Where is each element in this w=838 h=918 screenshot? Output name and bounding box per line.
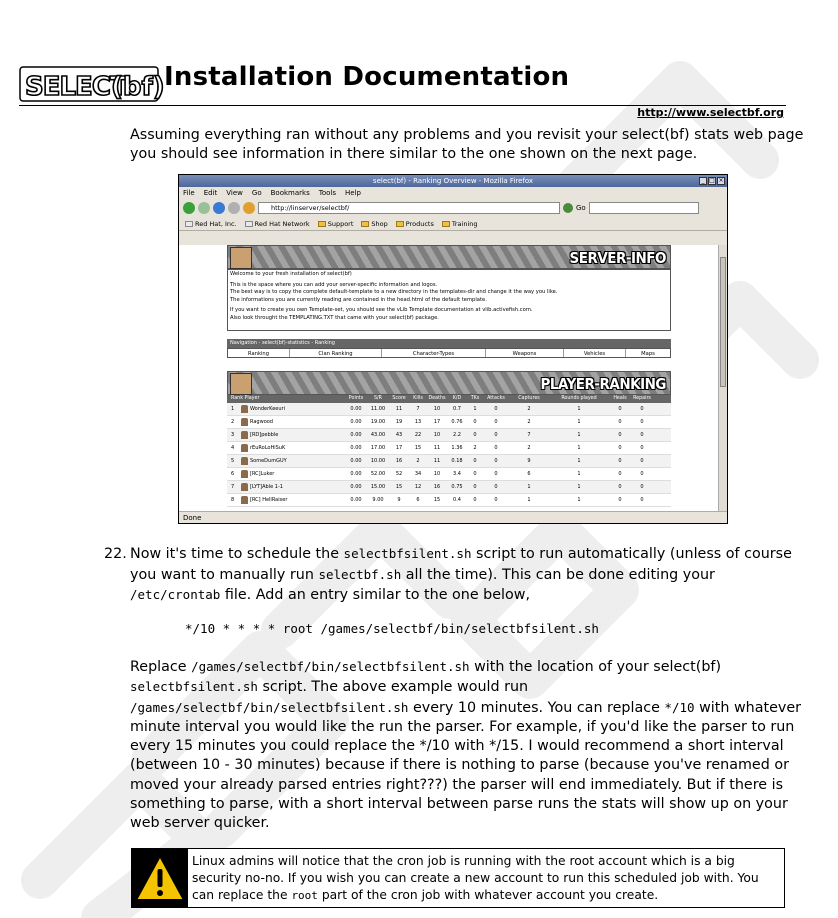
bookmarks-toolbar <box>179 217 727 231</box>
stat-cell: 2 <box>527 445 531 451</box>
player-avatar-icon <box>241 418 248 426</box>
stat-cell: 0 <box>494 458 498 464</box>
stat-cell: 0 <box>494 445 498 451</box>
ranking-column-header[interactable]: Deaths <box>428 396 446 401</box>
ranking-column-header[interactable]: Rank Player <box>231 396 260 401</box>
server-info-panel <box>227 245 671 331</box>
stat-cell: 17.00 <box>370 445 386 451</box>
bookmark-item[interactable]: Red Hat Network <box>245 220 310 228</box>
stat-cell: 0 <box>640 406 644 412</box>
player-name-link[interactable]: SomeDumGUY <box>250 458 287 464</box>
stat-cell: 19.00 <box>370 419 386 425</box>
player-avatar-icon <box>241 405 248 413</box>
stat-cell: 0 <box>494 471 498 477</box>
player-name-link[interactable]: [RC]Luker <box>250 471 275 477</box>
stat-cell: 0 <box>618 419 622 425</box>
ranking-column-header[interactable]: TKs <box>470 396 480 401</box>
nav-maps[interactable]: Maps <box>641 351 655 357</box>
table-row <box>227 494 671 507</box>
page-title: Installation Documentation <box>164 62 570 92</box>
nav-ranking[interactable]: Ranking <box>228 349 290 357</box>
stat-cell: 6 <box>527 471 531 477</box>
bookmark-item[interactable]: Shop <box>361 220 387 228</box>
back-icon[interactable] <box>183 202 195 214</box>
stat-cell: 11 <box>433 458 441 464</box>
stat-cell: 0 <box>494 497 498 503</box>
forward-icon[interactable] <box>198 202 210 214</box>
stat-cell: 0 <box>640 484 644 490</box>
stat-cell: 15 <box>414 445 422 451</box>
ranking-column-header[interactable]: Attacks <box>487 396 505 401</box>
stat-cell: 0.00 <box>350 471 362 477</box>
stat-cell: 6 <box>416 497 420 503</box>
page-icon <box>185 221 193 227</box>
navigation-title: Navigation - select(bf)-statistics - Ranking <box>227 339 671 348</box>
warning-note <box>131 848 785 908</box>
document-header <box>19 60 789 108</box>
nav-weapons[interactable]: Weapons <box>486 349 564 357</box>
player-name-link[interactable]: WonderKeeuri <box>250 406 285 412</box>
player-cell <box>227 481 345 493</box>
player-cell <box>227 442 345 454</box>
svg-text:(bf): (bf) <box>111 72 165 102</box>
stat-cell: 0.00 <box>350 484 362 490</box>
stat-cell: 10 <box>433 432 441 438</box>
stat-cell: 0 <box>618 432 622 438</box>
stop-icon[interactable] <box>228 202 240 214</box>
menu-tools[interactable]: Tools <box>318 189 336 197</box>
player-rank: 3 <box>231 432 235 438</box>
player-avatar-icon <box>241 431 248 439</box>
stat-cell: 11.00 <box>370 406 386 412</box>
player-cell <box>227 494 345 506</box>
stat-cell: 10.00 <box>370 458 386 464</box>
ranking-table-body <box>227 403 671 507</box>
stat-cell: 0.00 <box>350 458 362 464</box>
stat-cell: 9.00 <box>372 497 384 503</box>
stat-cell: 0.75 <box>451 484 463 490</box>
home-icon[interactable] <box>243 202 255 214</box>
table-row <box>227 403 671 416</box>
folder-icon <box>396 221 404 227</box>
stat-cell: 1 <box>527 484 531 490</box>
stat-cell: 52 <box>395 471 403 477</box>
stat-cell: 15 <box>395 484 403 490</box>
player-cell <box>227 416 345 428</box>
folder-icon <box>318 221 326 227</box>
stat-cell: 0.4 <box>453 497 461 503</box>
stat-cell: 0 <box>640 445 644 451</box>
stat-cell: 16 <box>433 484 441 490</box>
stat-cell: 1 <box>527 497 531 503</box>
menu-view[interactable]: View <box>226 189 243 197</box>
player-name-link[interactable]: [RC] HellRaiser <box>250 497 288 503</box>
player-name-link[interactable]: [RD]pebble <box>250 432 279 438</box>
player-avatar-icon <box>241 444 248 452</box>
menu-bookmarks[interactable]: Bookmarks <box>270 189 310 197</box>
folder-icon <box>442 221 450 227</box>
stat-cell: 0 <box>473 471 477 477</box>
browser-window-title: select(bf) - Ranking Overview - Mozilla Firefox <box>372 177 534 185</box>
stat-cell: 43.00 <box>370 432 386 438</box>
warning-icon-cell <box>132 849 188 907</box>
go-button[interactable]: Go <box>576 204 586 212</box>
stat-cell: 12 <box>414 484 422 490</box>
go-icon[interactable] <box>563 203 573 213</box>
bookmark-item[interactable]: Support <box>318 220 354 228</box>
player-rank: 8 <box>231 497 235 503</box>
stat-cell: 17 <box>433 419 441 425</box>
nav-character-types[interactable]: Character-Types <box>382 349 486 357</box>
menu-file[interactable]: File <box>183 189 195 197</box>
player-cell <box>227 429 345 441</box>
ranking-column-header[interactable]: Score <box>392 396 406 401</box>
server-info-banner: SERVER-INFO <box>227 245 671 269</box>
stat-cell: 1 <box>577 484 581 490</box>
maximize-icon[interactable]: □ <box>709 177 715 184</box>
stat-cell: 19 <box>395 419 403 425</box>
nav-vehicles[interactable]: Vehicles <box>564 349 626 357</box>
stat-cell: 16 <box>395 458 403 464</box>
menu-help[interactable]: Help <box>344 189 361 197</box>
stat-cell: 0 <box>473 432 477 438</box>
ranking-table-header <box>227 395 671 403</box>
warning-text: Linux admins will notice that the cron job is running with the root account which is a big security no-no. If you wish you can create a new account to run this scheduled job with. You can replace the root part of the cron job with whatever account you create. <box>192 854 759 902</box>
selectbf-logo <box>19 64 165 104</box>
player-avatar-icon <box>241 470 248 478</box>
stat-cell: 3.4 <box>453 471 461 477</box>
stat-cell: 0.00 <box>350 406 362 412</box>
window-buttons <box>699 177 725 185</box>
browser-titlebar <box>179 175 727 187</box>
table-row <box>227 442 671 455</box>
player-name-link[interactable]: [LYT]Able 1-1 <box>250 484 283 490</box>
stat-cell: 0 <box>640 458 644 464</box>
stat-cell: 0.7 <box>453 406 461 412</box>
player-rank: 4 <box>231 445 235 451</box>
stat-cell: 9 <box>527 458 531 464</box>
navigation-links <box>227 348 671 358</box>
player-cell <box>227 468 345 480</box>
stat-cell: 11 <box>433 445 441 451</box>
stat-cell: 10 <box>433 471 441 477</box>
stat-cell: 0 <box>618 458 622 464</box>
ranking-column-header[interactable]: Captures <box>518 396 540 401</box>
close-icon[interactable]: × <box>718 177 724 184</box>
stat-cell: 0 <box>494 406 498 412</box>
soldier-image <box>230 373 252 395</box>
stat-cell: 2 <box>527 406 531 412</box>
ranking-column-header[interactable]: Repairs <box>633 396 651 401</box>
svg-text:SELECT: SELECT <box>25 72 127 102</box>
browser-status-bar: Done <box>179 511 727 523</box>
player-cell <box>227 403 345 415</box>
stat-cell: 43 <box>395 432 403 438</box>
player-avatar-icon <box>241 457 248 465</box>
stat-cell: 1.36 <box>451 445 463 451</box>
browser-navbar <box>179 199 727 217</box>
stat-cell: 7 <box>416 406 420 412</box>
browser-page-content <box>179 245 719 512</box>
stat-cell: 7 <box>527 432 531 438</box>
page-scrollbar[interactable] <box>718 245 727 512</box>
search-input[interactable] <box>589 202 699 214</box>
player-rank: 1 <box>231 406 235 412</box>
stat-cell: 0 <box>618 471 622 477</box>
stat-cell: 1 <box>577 471 581 477</box>
ranking-column-header[interactable]: K/D <box>452 396 462 401</box>
menu-edit[interactable]: Edit <box>203 189 218 197</box>
bookmark-item[interactable]: Products <box>396 220 434 228</box>
stat-cell: 0 <box>640 419 644 425</box>
player-cell <box>227 455 345 467</box>
ranking-column-header[interactable]: S/R <box>374 396 382 401</box>
warning-icon <box>132 849 188 907</box>
stat-cell: 0.76 <box>451 419 463 425</box>
stat-cell: 1 <box>577 497 581 503</box>
step-22-text: Now it's time to schedule the selectbfsilent.sh script to run automatically (unless of course you want to manually run selectbf.sh all the time). This can be done editing your /etc/crontab file. Add an entry similar to the one below, <box>130 546 792 603</box>
stat-cell: 0.00 <box>350 497 362 503</box>
browser-screenshot <box>178 174 728 524</box>
stat-cell: 17 <box>395 445 403 451</box>
stat-cell: 0 <box>494 419 498 425</box>
player-rank: 5 <box>231 458 235 464</box>
stat-cell: 15.00 <box>370 484 386 490</box>
player-avatar-icon <box>241 496 248 504</box>
stat-cell: 0 <box>473 484 477 490</box>
player-avatar-icon <box>241 483 248 491</box>
stat-cell: 0 <box>473 497 477 503</box>
stat-cell: 11 <box>395 406 403 412</box>
stat-cell: 0 <box>473 419 477 425</box>
stat-cell: 0.00 <box>350 419 362 425</box>
menu-go[interactable]: Go <box>251 189 262 197</box>
player-rank: 6 <box>231 471 235 477</box>
bookmark-item[interactable]: Red Hat, Inc. <box>185 220 237 228</box>
stat-cell: 0 <box>618 406 622 412</box>
player-ranking-banner: PLAYER-RANKING <box>227 371 671 395</box>
reload-icon[interactable] <box>213 202 225 214</box>
stat-cell: 0 <box>618 445 622 451</box>
stat-cell: 1 <box>577 458 581 464</box>
stat-cell: 2 <box>473 445 477 451</box>
stat-cell: 0 <box>494 432 498 438</box>
server-info-image <box>230 247 252 269</box>
ranking-column-header[interactable]: Kills <box>413 396 423 401</box>
bookmark-item[interactable]: Training <box>442 220 478 228</box>
player-name-link[interactable]: rEuRoLoHiSuK <box>250 445 286 451</box>
minimize-icon[interactable]: _ <box>699 177 707 185</box>
cron-entry-code: */10 * * * * root /games/selectbf/bin/selectbfsilent.sh <box>185 621 599 636</box>
server-info-text: Welcome to your fresh installation of select(bf) This is the space where you can add your server-specific information and logos. The best way is to copy the complete default-template to a new directory in the templates-dir and change it the way you like. The informations you are currently reading are contained in the head.html of the default template. If you want to create you own Template-set, you should see the vLib Template documentation at vlib.activefish.com. Also look throught the TEMPLATING.TXT that came with your select(bf) package. <box>227 269 671 331</box>
website-link[interactable]: http://www.selectbf.org <box>637 106 784 119</box>
table-row <box>227 481 671 494</box>
page-icon <box>245 221 253 227</box>
stat-cell: 0.00 <box>350 432 362 438</box>
stat-cell: 0 <box>640 432 644 438</box>
stat-cell: 9 <box>397 497 401 503</box>
player-ranking-panel <box>227 371 671 507</box>
nav-clan-ranking[interactable]: Clan Ranking <box>290 349 382 357</box>
stat-cell: 0.00 <box>350 445 362 451</box>
stat-cell: 0 <box>640 497 644 503</box>
stat-cell: 34 <box>414 471 422 477</box>
stat-cell: 0 <box>473 458 477 464</box>
stat-cell: 1 <box>473 406 477 412</box>
stat-cell: 1 <box>577 406 581 412</box>
player-name-link[interactable]: Ragwood <box>250 419 273 425</box>
stat-cell: 2.2 <box>453 432 461 438</box>
table-row <box>227 416 671 429</box>
table-row <box>227 455 671 468</box>
stat-cell: 2 <box>416 458 420 464</box>
stat-cell: 10 <box>433 406 441 412</box>
table-row <box>227 468 671 481</box>
ranking-column-header[interactable]: Rounds played <box>561 396 597 401</box>
stat-cell: 0 <box>640 471 644 477</box>
folder-icon <box>361 221 369 227</box>
step-22 <box>104 544 804 606</box>
player-rank: 7 <box>231 484 235 490</box>
stat-cell: 15 <box>433 497 441 503</box>
replace-paragraph: Replace /games/selectbf/bin/selectbfsilent.sh with the location of your select(bf) selectbfsilent.sh script. The above example would run /games/selectbf/bin/selectbfsilent.sh every 10 minutes. You can replace */10 with whatever minute interval you would like the run the parser. For example, if you'd like the parser to run every 15 minutes you could replace the */10 with */15. I would recommend a short interval (between 10 - 30 minutes) because if there is nothing to parse (because you've renamed or moved your already parsed entries right???) the parser will end immediately. But if there is something to parse, with a short interval between parse runs the stats will show up on your web server quicker. <box>130 659 802 832</box>
player-rank: 2 <box>231 419 235 425</box>
stat-cell: 0.18 <box>451 458 463 464</box>
stat-cell: 22 <box>414 432 422 438</box>
stat-cell: 52.00 <box>370 471 386 477</box>
address-bar[interactable]: http://linserver/selectbf/ <box>258 202 560 214</box>
stat-cell: 2 <box>527 419 531 425</box>
stat-cell: 1 <box>577 419 581 425</box>
stat-cell: 0 <box>494 484 498 490</box>
step-number: 22. <box>104 546 127 562</box>
browser-menubar <box>179 187 727 199</box>
navigation-panel <box>227 339 671 358</box>
stat-cell: 1 <box>577 445 581 451</box>
ranking-column-header[interactable]: Heals <box>613 396 627 401</box>
table-row <box>227 429 671 442</box>
stat-cell: 1 <box>577 432 581 438</box>
stat-cell: 0 <box>618 484 622 490</box>
stat-cell: 0 <box>618 497 622 503</box>
intro-paragraph: Assuming everything ran without any problems and you revisit your select(bf) stats web page you should see information in there similar to the one shown on the next page. <box>130 127 804 163</box>
ranking-column-header[interactable]: Points <box>348 396 364 401</box>
stat-cell: 13 <box>414 419 422 425</box>
